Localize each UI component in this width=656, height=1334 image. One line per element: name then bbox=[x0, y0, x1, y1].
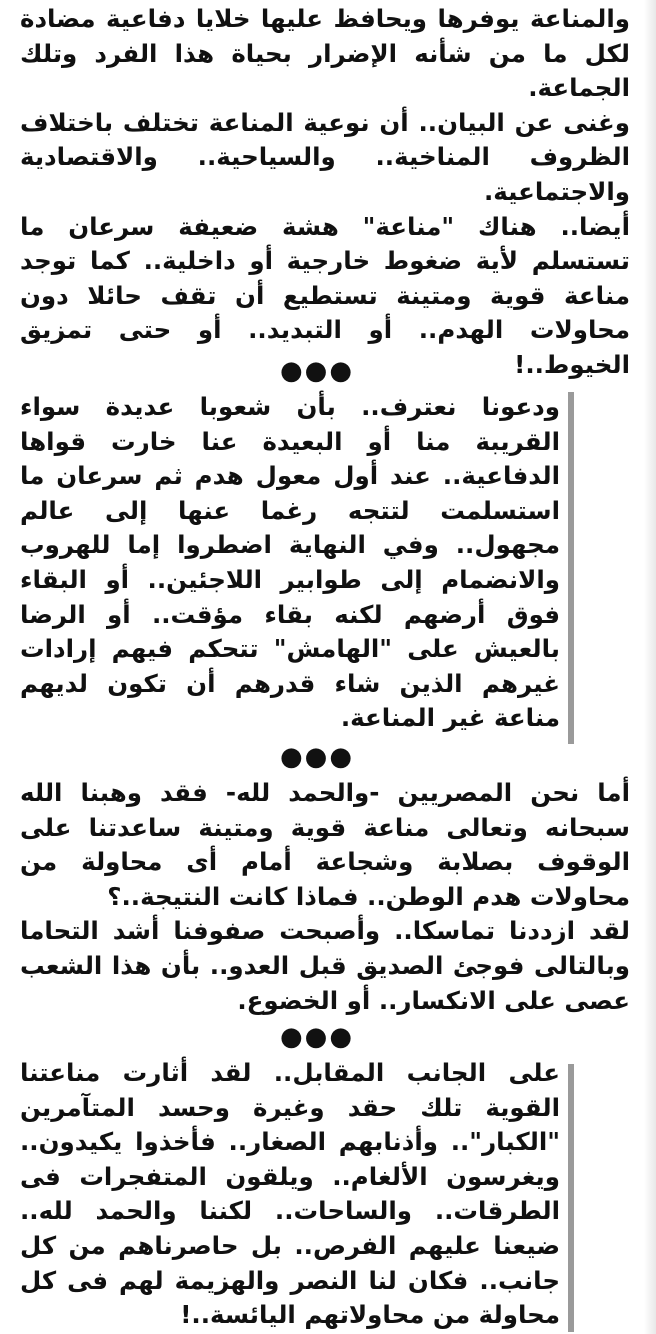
article-section-3 bbox=[20, 776, 630, 1018]
paragraph: والمناعة يوفرها ويحافظ عليها خلايا دفاعية مضادة لكل ما من شأنه الإضرار بحياة هذا الفرد وتلك الجماعة. bbox=[20, 4, 630, 103]
paragraph: أما نحن المصريين -والحمد لله- فقد وهبنا الله سبحانه وتعالى مناعة قوية ومتينة ساعدتنا على الوقوف بصلابة وشجاعة أمام أى محاولة من محاولات هدم الوطن.. فماذا كانت النتيجة..؟ bbox=[20, 778, 630, 911]
article-section-4 bbox=[20, 1056, 560, 1333]
paragraph: لقد ازددنا تماسكا.. وأصبحت صفوفنا أشد التحاما وبالتالى فوجئ الصديق قبل العدو.. بأن هذا الشعب عصى على الانكسار.. أو الخضوع. bbox=[20, 916, 630, 1015]
section-divider-dots: ●●● bbox=[280, 742, 355, 772]
article-section-2 bbox=[20, 390, 560, 736]
quote-rule bbox=[568, 1064, 574, 1332]
page-edge-shadow bbox=[644, 0, 656, 1334]
section-divider-dots: ●●● bbox=[280, 1022, 355, 1052]
paragraph: أيضا.. هناك "مناعة" هشة ضعيفة سرعان ما تستسلم لأية ضغوط خارجية أو داخلية.. كما توجد مناعة قوية ومتينة تستطيع أن تقف حائلا دون محاولات الهدم.. أو التبديد.. أو حتى تمزيق الخيوط..! bbox=[20, 211, 630, 379]
article-section-1 bbox=[20, 2, 630, 386]
paragraph: على الجانب المقابل.. لقد أثارت مناعتنا القوية تلك حقد وغيرة وحسد المتآمرين "الكبار".. وأذنابهم الصغار.. فأخذوا يكيدون.. ويغرسون الألغام.. ويلقون المتفجرات فى الطرقات.. والساحات.. لكننا والحمد لله.. ضيعنا عليهم الفرص.. بل حاصرناهم من كل جانب.. فكان لنا النصر والهزيمة لهم فى كل محاولة من محاولاتهم اليائسة..! bbox=[20, 1058, 560, 1330]
paragraph: وغنى عن البيان.. أن نوعية المناعة تختلف باختلاف الظروف المناخية.. والسياحية.. والاقتصادية والاجتماعية. bbox=[20, 107, 630, 206]
paragraph: ودعونا نعترف.. بأن شعوبا عديدة سواء القريبة منا أو البعيدة عنا خارت قواها الدفاعية.. عند أول معول هدم ثم سرعان ما استسلمت لتتجه رغما عنها إلى عالم مجهول.. وفي النهاية اضطروا إما للهروب والانضمام إلى طوابير اللاجئين.. أو البقاء فوق أرضهم لكنه بقاء مؤقت.. أو الرضا بالعيش على "الهامش" تتحكم فيهم إرادات غيرهم الذين شاء قدرهم أن تكون لديهم مناعة غير المناعة. bbox=[20, 392, 560, 733]
section-divider-dots: ●●● bbox=[280, 356, 355, 386]
quote-rule bbox=[568, 392, 574, 744]
